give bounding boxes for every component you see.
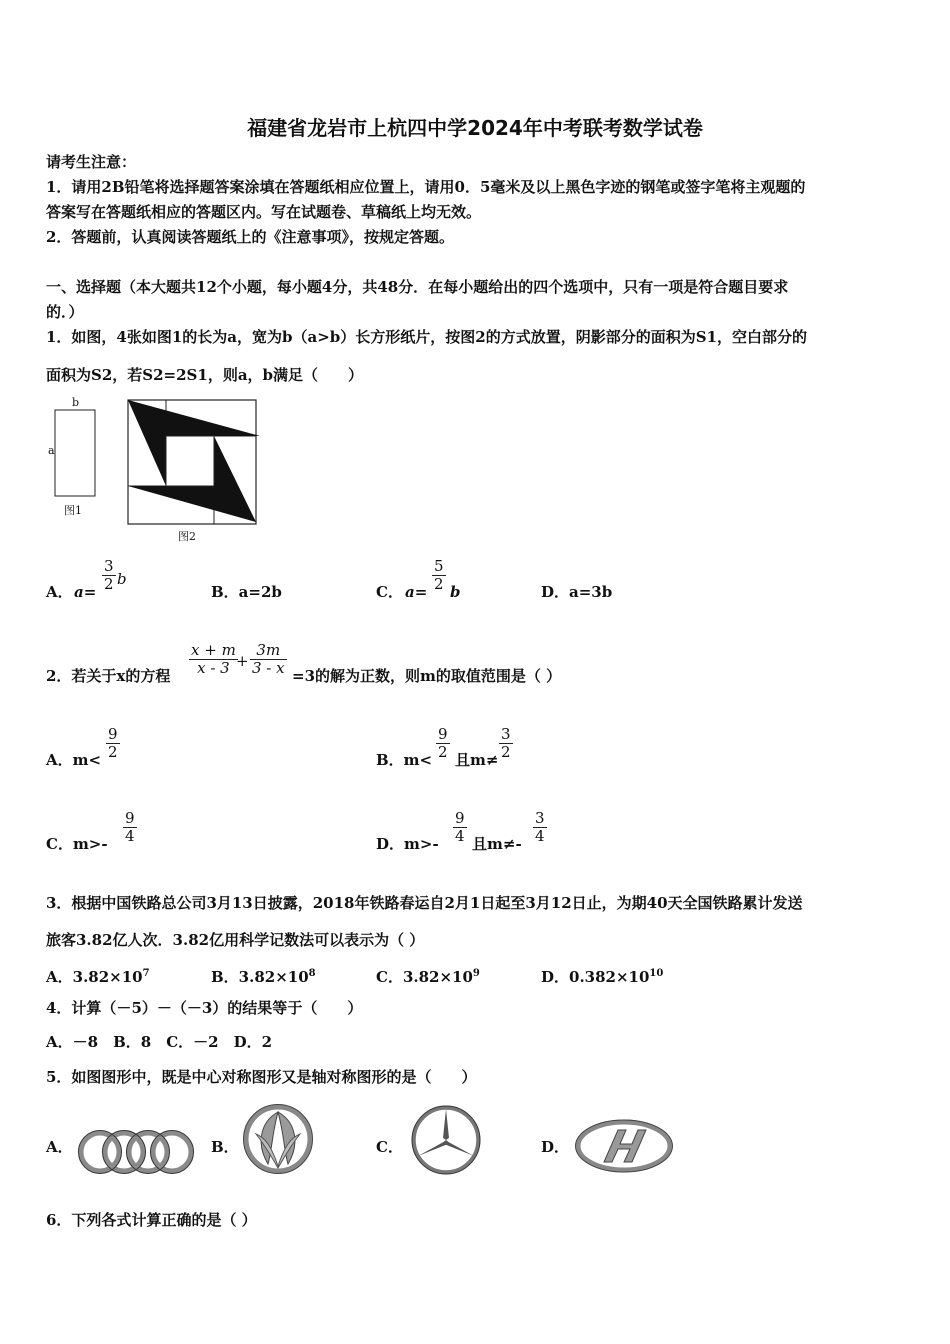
q2-option-d-numerator-2: 3 [535, 809, 545, 827]
notice-line-1: 1．请用2B铅笔将选择题答案涂填在答题纸相应位置上，请用0．5毫米及以上黑色字迹的钢笔或签字笔将主观题的 [46, 178, 806, 196]
q2-option-b-middle: 且m≠ [455, 751, 499, 769]
figure-2 [120, 396, 270, 544]
question-3-line-1: 3．根据中国铁路总公司3月13日披露，2018年铁路春运自2月1日起至3月12日止，为期40天全国铁路累计发送 [46, 894, 803, 912]
q3-option-c-exponent: 9 [472, 968, 480, 979]
q3-option-d-exponent: 10 [649, 968, 664, 979]
figure-2-drawing [120, 396, 270, 544]
q1-option-c-denominator: 2 [434, 575, 444, 593]
section-1-line-1: 一、选择题（本大题共12个小题，每小题4分，共48分．在每小题给出的四个选项中，只有一项是符合题目要求 [46, 278, 789, 296]
q3-option-c [376, 964, 480, 987]
q2-option-b-numerator: 9 [438, 725, 448, 743]
q1-option-a-label: A． [46, 583, 73, 601]
figure-1-caption: 图1 [64, 504, 82, 517]
audi-logo [76, 1128, 198, 1176]
q3-option-a [46, 964, 150, 987]
figure-1-label-b: b [72, 396, 80, 409]
q1-option-c-fraction [432, 558, 446, 593]
question-2-suffix: =3的解为正数，则m的取值范围是（ ） [292, 667, 562, 685]
q2-option-a-label: A．m< [46, 751, 102, 769]
q2-fraction-2-denominator: 3 - x [252, 659, 285, 677]
q2-option-c-label: C．m>- [46, 835, 108, 853]
notice-line-2: 答案写在答题纸相应的答题区内。写在试题卷、草稿纸上均无效。 [46, 203, 482, 221]
q1-option-a-denominator: 2 [104, 575, 114, 593]
q1-option-d: D．a=3b [541, 583, 613, 601]
q2-fraction-1-numerator: x + m [191, 641, 236, 659]
q5-option-b-label: B． [211, 1138, 239, 1156]
q2-option-c-numerator: 9 [125, 809, 135, 827]
q1-option-a-fraction [102, 558, 116, 593]
q2-option-b-fraction [436, 726, 450, 761]
notice-line-3: 2．答题前，认真阅读答题纸上的《注意事项》，按规定答题。 [46, 228, 454, 246]
q2-option-d-numerator: 9 [455, 809, 465, 827]
q2-option-c-denominator: 4 [125, 827, 135, 845]
q3-option-a-exponent: 7 [142, 968, 150, 979]
q1-option-c-label: C． [376, 583, 403, 601]
figure-2-caption: 图2 [178, 530, 196, 543]
q2-fraction-2-numerator: 3m [256, 641, 281, 659]
q3-option-b-base: B．3.82×10 [211, 968, 309, 986]
q2-fraction-2 [250, 642, 287, 677]
q1-option-a-suffix: b [117, 570, 127, 588]
q2-option-b-numerator-2: 3 [501, 725, 511, 743]
q2-option-d-label: D．m>- [376, 835, 439, 853]
q2-option-a-fraction [106, 726, 120, 761]
section-1-line-2: 的．） [46, 303, 84, 321]
mercedes-logo [410, 1104, 482, 1176]
q5-option-a-label: A． [46, 1138, 73, 1156]
figure-1 [44, 398, 104, 520]
q1-option-c-numerator: 5 [434, 557, 444, 575]
question-2-prefix: 2．若关于x的方程 [46, 667, 171, 685]
q2-option-d-denominator: 4 [455, 827, 465, 845]
q2-plus-sign: + [236, 652, 249, 670]
q3-option-d [541, 964, 663, 987]
q2-option-b-fraction-2 [499, 726, 513, 761]
q2-option-d-fraction-2 [533, 810, 547, 845]
hyundai-logo [574, 1118, 674, 1174]
figure-1-label-a: a [48, 444, 55, 457]
q5-option-c-label: C． [376, 1138, 403, 1156]
q2-option-b-label: B．m< [376, 751, 433, 769]
q2-option-b-denominator: 2 [438, 743, 448, 761]
q1-option-b: B．a=2b [211, 583, 282, 601]
page-title: 福建省龙岩市上杭四中学2024年中考联考数学试卷 [247, 116, 703, 140]
q3-option-b [211, 964, 316, 987]
question-1-line-2: 面积为S2，若S2=2S1，则a，b满足（ ） [46, 366, 364, 384]
q2-option-d-middle: 且m≠- [472, 835, 522, 853]
q1-option-a-prefix: a= [74, 583, 97, 601]
question-4-options: A．－8 B．8 C．－2 D．2 [46, 1033, 273, 1051]
question-6-line: 6．下列各式计算正确的是（ ） [46, 1211, 257, 1229]
figure-2-inner-square [166, 436, 214, 486]
q1-option-c-prefix: a= [405, 583, 428, 601]
q1-option-c-suffix: b [450, 583, 461, 601]
q2-option-a-numerator: 9 [108, 725, 118, 743]
question-4-line: 4．计算（－5）－（－3）的结果等于（ ） [46, 999, 363, 1017]
q3-option-a-base: A．3.82×10 [46, 968, 143, 986]
question-5-line: 5．如图图形中，既是中心对称图形又是轴对称图形的是（ ） [46, 1068, 477, 1086]
q2-option-a-denominator: 2 [108, 743, 118, 761]
q2-fraction-1 [189, 642, 238, 677]
q3-option-d-base: D．0.382×10 [541, 968, 650, 986]
q3-option-b-exponent: 8 [308, 968, 316, 979]
q3-option-c-base: C．3.82×10 [376, 968, 473, 986]
q2-option-b-denominator-2: 2 [501, 743, 511, 761]
dongfeng-logo [242, 1104, 314, 1174]
notice-heading: 请考生注意： [46, 153, 137, 171]
q2-option-d-fraction [453, 810, 467, 845]
figure-1-rectangle [55, 410, 95, 496]
q2-option-d-denominator-2: 4 [535, 827, 545, 845]
q2-option-c-fraction [123, 810, 137, 845]
q5-option-d-label: D． [541, 1138, 570, 1156]
q2-fraction-1-denominator: x - 3 [197, 659, 230, 677]
q1-option-a-numerator: 3 [104, 557, 114, 575]
question-1-line-1: 1．如图，4张如图1的长为a，宽为b（a>b）长方形纸片，按图2的方式放置，阴影部分的面积为S1，空白部分的 [46, 328, 808, 346]
question-3-line-2: 旅客3.82亿人次．3.82亿用科学记数法可以表示为（ ） [46, 931, 425, 949]
